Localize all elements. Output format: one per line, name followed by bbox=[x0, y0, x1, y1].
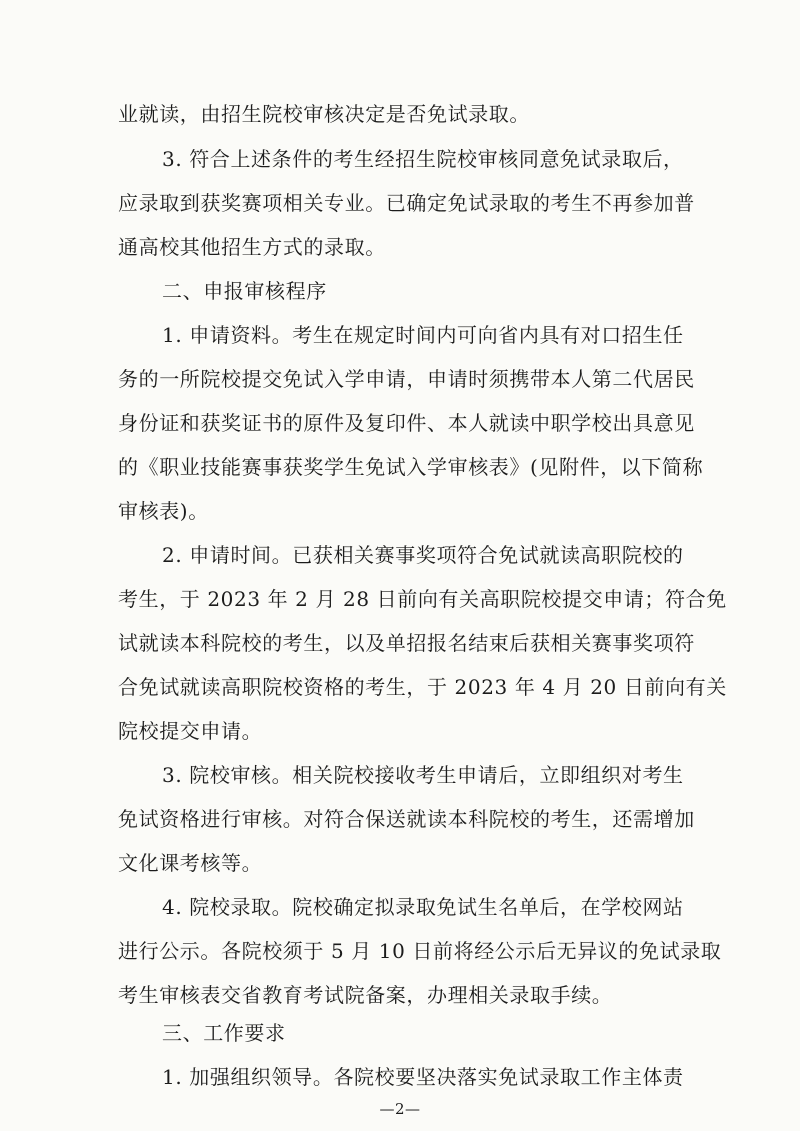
text-line: 考生审核表交省教育考试院备案，办理相关录取手续。 bbox=[118, 983, 613, 1007]
text-line: 1. 申请资料。考生在规定时间内可向省内具有对口招生任 bbox=[162, 323, 684, 347]
text-line: 务的一所院校提交免试入学申请，申请时须携带本人第二代居民 bbox=[118, 367, 695, 391]
text-line: 文化课考核等。 bbox=[118, 851, 263, 875]
text-line: 审核表)。 bbox=[118, 499, 209, 523]
text-line: 3. 符合上述条件的考生经招生院校审核同意免试录取后， bbox=[162, 147, 684, 171]
text-line: 业就读，由招生院校审核决定是否免试录取。 bbox=[118, 102, 530, 126]
text-line: 考生，于 2023 年 2 月 28 日前向有关高职院校提交申请；符合免 bbox=[118, 587, 727, 611]
text-line: 通高校其他招生方式的录取。 bbox=[118, 235, 386, 259]
text-line: 的《职业技能赛事获奖学生免试入学审核表》(见附件，以下简称 bbox=[118, 455, 704, 479]
section-heading: 三、工作要求 bbox=[162, 1021, 286, 1045]
text-line: 身份证和获奖证书的原件及复印件、本人就读中职学校出具意见 bbox=[118, 411, 695, 435]
text-line: 3. 院校审核。相关院校接收考生申请后，立即组织对考生 bbox=[162, 763, 684, 787]
text-line: 4. 院校录取。院校确定拟录取免试生名单后，在学校网站 bbox=[162, 895, 684, 919]
text-line: 院校提交申请。 bbox=[118, 719, 263, 743]
text-line: 应录取到获奖赛项相关专业。已确定免试录取的考生不再参加普 bbox=[118, 191, 695, 215]
section-heading: 二、申报审核程序 bbox=[162, 279, 327, 303]
page-number: —2— bbox=[379, 1100, 421, 1118]
text-line: 试就读本科院校的考生，以及单招报名结束后获相关赛事奖项符 bbox=[118, 631, 695, 655]
text-line: 合免试就读高职院校资格的考生，于 2023 年 4 月 20 日前向有关 bbox=[118, 675, 727, 699]
text-line: 进行公示。各院校须于 5 月 10 日前将经公示后无异议的免试录取 bbox=[118, 939, 722, 963]
text-line: 免试资格进行审核。对符合保送就读本科院校的考生，还需增加 bbox=[118, 807, 695, 831]
text-line: 2. 申请时间。已获相关赛事奖项符合免试就读高职院校的 bbox=[162, 543, 684, 567]
text-line: 1. 加强组织领导。各院校要坚决落实免试录取工作主体责 bbox=[162, 1065, 684, 1089]
